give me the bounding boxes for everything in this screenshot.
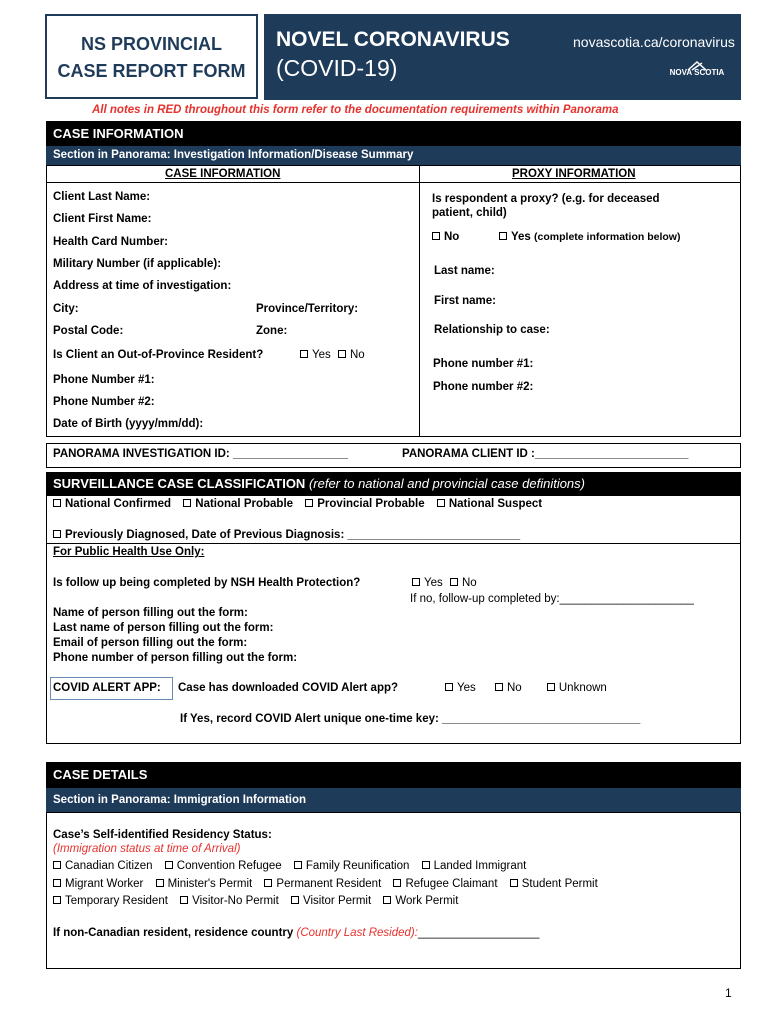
non-canadian-blank: ___________________ (417, 927, 540, 939)
surveillance-bar-title: SURVEILLANCE CASE CLASSIFICATION (53, 476, 306, 491)
case-info-section-note (46, 146, 741, 165)
proxy-no-checkbox[interactable] (432, 232, 440, 240)
case-details-section-note-text: Section in Panorama: Immigration Information (53, 794, 307, 806)
covid-alert-question: Case has downloaded COVID Alert app? (178, 682, 399, 694)
address-label: Address at time of investigation: (53, 280, 232, 292)
case-info-bar (46, 121, 741, 146)
residency-row2 (53, 878, 598, 890)
zone-label: Zone: (256, 325, 288, 337)
filler-email-label: Email of person filling out the form: (53, 637, 248, 649)
national-probable-label: National Probable (195, 498, 294, 510)
national-probable-checkbox[interactable] (183, 499, 191, 507)
out-of-province-yes-label: Yes (312, 349, 331, 361)
alert-yes-checkbox[interactable] (445, 683, 453, 691)
ministers-permit-checkbox[interactable] (156, 879, 164, 887)
case-info-section-note-text: Section in Panorama: Investigation Information/Disease Summary (53, 149, 414, 161)
previously-diagnosed-label: Previously Diagnosed, Date of Previous Diagnosis: ___________________________ (65, 529, 521, 541)
previously-diagnosed-checkbox[interactable] (53, 530, 61, 538)
page-number: 1 (725, 986, 732, 1000)
non-canadian-row (53, 927, 539, 939)
residency-row1 (53, 860, 526, 872)
residency-option (53, 878, 143, 890)
proxy-no-option (432, 231, 459, 243)
residency-option (53, 895, 168, 907)
residency-option (165, 860, 282, 872)
alert-unknown-checkbox[interactable] (547, 683, 555, 691)
residency-option (383, 895, 458, 907)
visitor-permit-checkbox[interactable] (291, 896, 299, 904)
provincial-probable-label: Provincial Probable (317, 498, 425, 510)
proxy-relationship-label: Relationship to case: (434, 324, 550, 336)
ministers-permit-label: Minister's Permit (167, 878, 253, 890)
proxy-first-name-label: First name: (434, 295, 496, 307)
form-title-line1: NS PROVINCIAL (80, 34, 222, 54)
logo-text: NOVA SCOTIA (669, 68, 725, 77)
residency-option (53, 860, 153, 872)
visitor-no-permit-label: Visitor-No Permit (192, 895, 279, 907)
proxy-question-line2: patient, child) (432, 207, 507, 219)
alert-yes-label: Yes (457, 682, 476, 694)
postal-code-label: Postal Code: (53, 325, 124, 337)
follow-up-no-label: No (461, 577, 477, 589)
alert-no-label: No (506, 682, 522, 694)
proxy-phone1-label: Phone number #1: (433, 358, 534, 370)
city-label: City: (53, 303, 79, 315)
work-permit-label: Work Permit (395, 895, 459, 907)
permanent-resident-label: Permanent Resident (276, 878, 382, 890)
residency-option (393, 878, 497, 890)
banner-url: novascotia.ca/coronavirus (573, 34, 735, 50)
case-details-bar-title: CASE DETAILS (53, 767, 148, 782)
previously-diagnosed-row (53, 529, 520, 541)
phone1-label: Phone Number #1: (53, 374, 155, 386)
migrant-worker-label: Migrant Worker (65, 878, 144, 890)
out-of-province-yes-checkbox[interactable] (300, 350, 308, 358)
classification-options (53, 498, 542, 510)
filler-phone-label: Phone number of person filling out the form: (53, 652, 298, 664)
canadian-citizen-label: Canadian Citizen (65, 860, 153, 872)
public-health-divider (46, 543, 741, 544)
residency-option (294, 860, 410, 872)
student-permit-checkbox[interactable] (510, 879, 518, 887)
alert-no-checkbox[interactable] (495, 683, 503, 691)
family-reunification-label: Family Reunification (305, 860, 410, 872)
covid-alert-options (445, 682, 607, 694)
surveillance-bar (46, 472, 741, 495)
work-permit-checkbox[interactable] (383, 896, 391, 904)
banner-title-line1: NOVEL CORONAVIRUS (276, 28, 510, 51)
proxy-yes-label: Yes (511, 231, 531, 243)
national-confirmed-label: National Confirmed (65, 498, 172, 510)
military-number-label: Military Number (if applicable): (53, 258, 222, 270)
province-label: Province/Territory: (256, 303, 359, 315)
follow-up-if-no: If no, follow-up completed by:_____________________ (410, 593, 694, 605)
temporary-resident-checkbox[interactable] (53, 896, 61, 904)
student-permit-label: Student Permit (521, 878, 598, 890)
residency-option (156, 878, 253, 890)
landed-immigrant-checkbox[interactable] (422, 861, 430, 869)
filler-last-name-label: Last name of person filling out the form: (53, 622, 274, 634)
form-title-line2: CASE REPORT FORM (57, 61, 246, 81)
banner-title-line2: (COVID-19) (276, 55, 398, 81)
nova-scotia-logo (664, 60, 730, 80)
filler-name-label: Name of person filling out the form: (53, 607, 248, 619)
out-of-province-options (300, 349, 365, 361)
classification-option (305, 498, 424, 510)
refugee-claimant-checkbox[interactable] (393, 879, 401, 887)
client-last-name-label: Client Last Name: (53, 191, 151, 203)
health-card-label: Health Card Number: (53, 236, 169, 248)
proxy-info-col-heading: PROXY INFORMATION (512, 168, 636, 180)
dob-label: Date of Birth (yyyy/mm/dd): (53, 418, 204, 430)
out-of-province-question: Is Client an Out-of-Province Resident? (53, 349, 264, 361)
residency-option (422, 860, 527, 872)
permanent-resident-checkbox[interactable] (264, 879, 272, 887)
client-first-name-label: Client First Name: (53, 213, 152, 225)
canadian-citizen-checkbox[interactable] (53, 861, 61, 869)
temporary-resident-label: Temporary Resident (65, 895, 168, 907)
follow-up-no-checkbox[interactable] (450, 578, 458, 586)
residency-option (180, 895, 279, 907)
visitor-no-permit-checkbox[interactable] (180, 896, 188, 904)
column-divider (419, 165, 420, 437)
covid-alert-key: If Yes, record COVID Alert unique one-time key: _______________________________ (180, 713, 641, 725)
form-title-box (45, 14, 258, 99)
proxy-yes-note: (complete information below) (534, 231, 681, 243)
alert-option (495, 682, 522, 694)
proxy-yes-checkbox[interactable] (499, 232, 507, 240)
residency-option (510, 878, 598, 890)
national-confirmed-checkbox[interactable] (53, 499, 61, 507)
proxy-no-label: No (444, 231, 460, 243)
landed-immigrant-label: Landed Immigrant (433, 860, 527, 872)
convention-refugee-label: Convention Refugee (176, 860, 282, 872)
alert-option (547, 682, 607, 694)
public-health-label: For Public Health Use Only: (53, 546, 205, 558)
residency-label: Case’s Self-identified Residency Status: (53, 829, 272, 841)
provincial-probable-checkbox[interactable] (305, 499, 313, 507)
follow-up-question: Is follow up being completed by NSH Health Protection? (53, 577, 361, 589)
covid-alert-label: COVID ALERT APP: (53, 682, 161, 694)
proxy-last-name-label: Last name: (434, 265, 495, 277)
residency-note: (Immigration status at time of Arrival) (53, 843, 241, 855)
proxy-yes-option (499, 231, 680, 243)
panorama-investigation-id: PANORAMA INVESTIGATION ID: __________________ (53, 448, 349, 460)
follow-up-options (412, 577, 477, 589)
proxy-phone2-label: Phone number #2: (433, 381, 534, 393)
residency-row3 (53, 895, 458, 907)
header-row-divider (46, 182, 741, 183)
residency-option (291, 895, 371, 907)
case-details-bar (46, 762, 741, 788)
follow-up-yes-checkbox[interactable] (412, 578, 420, 586)
out-of-province-no-checkbox[interactable] (338, 350, 346, 358)
visitor-permit-label: Visitor Permit (303, 895, 372, 907)
phone2-label: Phone Number #2: (53, 396, 155, 408)
panorama-client-id: PANORAMA CLIENT ID :________________________ (402, 448, 689, 460)
case-details-section-note (46, 788, 741, 812)
out-of-province-no-label: No (349, 349, 365, 361)
residency-option (264, 878, 381, 890)
classification-option (53, 498, 171, 510)
convention-refugee-checkbox[interactable] (165, 861, 173, 869)
non-canadian-note: (Country Last Resided): (296, 927, 418, 939)
alert-option (445, 682, 476, 694)
case-info-bar-title: CASE INFORMATION (53, 126, 184, 141)
case-info-col-heading: CASE INFORMATION (165, 168, 281, 180)
national-suspect-checkbox[interactable] (437, 499, 445, 507)
classification-option (183, 498, 293, 510)
refugee-claimant-label: Refugee Claimant (405, 878, 498, 890)
classification-option (437, 498, 542, 510)
red-note: All notes in RED throughout this form refer to the documentation requirements within Panorama (92, 104, 619, 116)
family-reunification-checkbox[interactable] (294, 861, 302, 869)
surveillance-bar-note: (refer to national and provincial case definitions) (308, 476, 585, 491)
alert-unknown-label: Unknown (558, 682, 607, 694)
proxy-question-line1: Is respondent a proxy? (e.g. for deceased (432, 193, 660, 205)
follow-up-yes-label: Yes (424, 577, 443, 589)
national-suspect-label: National Suspect (448, 498, 543, 510)
migrant-worker-checkbox[interactable] (53, 879, 61, 887)
non-canadian-label: If non-Canadian resident, residence country (53, 927, 294, 939)
